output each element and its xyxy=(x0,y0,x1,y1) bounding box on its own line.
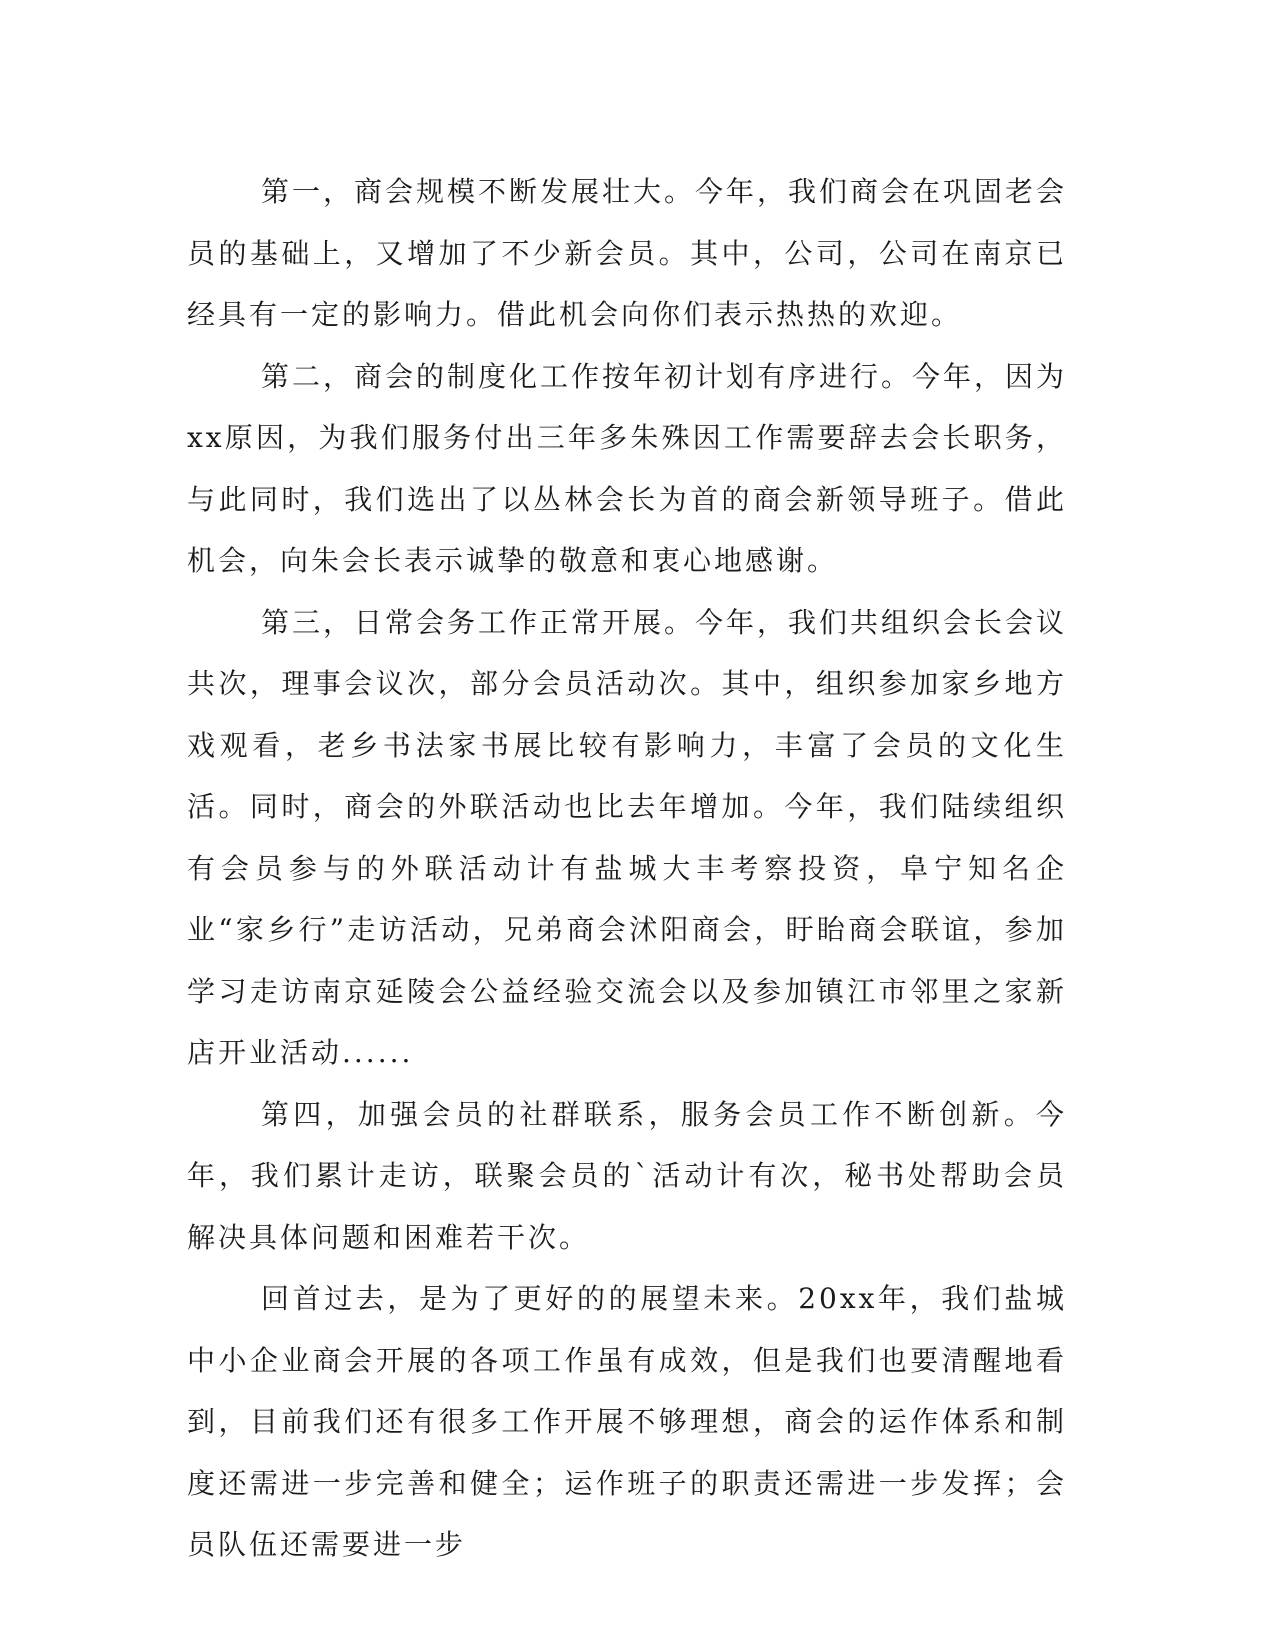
paragraph-3: 第三，日常会务工作正常开展。今年，我们共组织会长会议共次，理事会议次，部分会员活动次。其中，组织参加家乡地方戏观看，老乡书法家书展比较有影响力，丰富了会员的文化生活。同时，商会的外联活动也比去年增加。今年，我们陆续组织有会员参与的外联活动计有盐城大丰考察投资，阜宁知名企业“家乡行”走访活动，兄弟商会沭阳商会，盱眙商会联谊，参加学习走访南京延陵会公益经验交流会以及参加镇江市邻里之家新店开业活动...... xyxy=(187,605,1068,1069)
paragraph-5: 回首过去，是为了更好的的展望未来。20xx年，我们盐城中小企业商会开展的各项工作虽有成效，但是我们也要清醒地看到，目前我们还有很多工作开展不够理想，商会的运作体系和制度还需进一步完善和健全；运作班子的职责还需进一步发挥；会员队伍还需要进一步 xyxy=(187,1282,1067,1561)
paragraph-2: 第二，商会的制度化工作按年初计划有序进行。今年，因为xx原因，为我们服务付出三年多朱殊因工作需要辞去会长职务，与此同时，我们选出了以丛林会长为首的商会新领导班子。借此机会，向朱会长表示诚挚的敬意和衷心地感谢。 xyxy=(187,359,1068,577)
document-body xyxy=(187,161,1067,1576)
paragraph-4: 第四，加强会员的社群联系，服务会员工作不断创新。今年，我们累计走访，联聚会员的`活动计有次，秘书处帮助会员解决具体问题和困难若干次。 xyxy=(187,1097,1067,1254)
paragraph-1: 第一，商会规模不断发展壮大。今年，我们商会在巩固老会员的基础上，又增加了不少新会员。其中，公司，公司在南京已经具有一定的影响力。借此机会向你们表示热热的欢迎。 xyxy=(187,175,1068,331)
